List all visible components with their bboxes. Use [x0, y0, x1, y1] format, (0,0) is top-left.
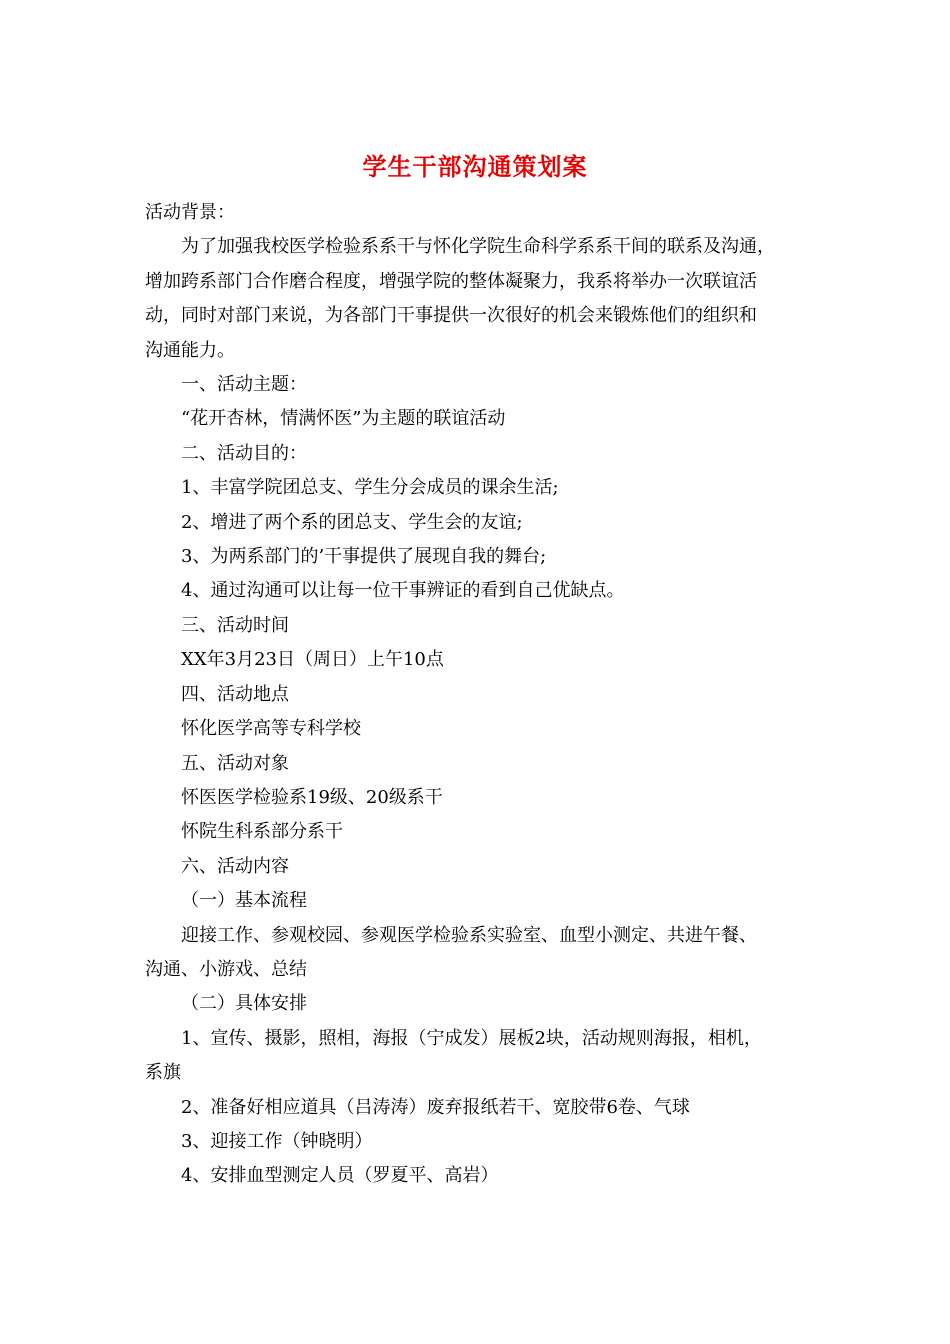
- background-line: 为了加强我校医学检验系系干与怀化学院生命科学系系干间的联系及沟通，: [181, 236, 775, 258]
- flow-line: 迎接工作、参观校园、参观医学检验系实验室、血型小测定、共进午餐、: [181, 924, 757, 946]
- target-line: 怀医医学检验系19级、20级系干: [181, 786, 443, 808]
- purpose-item: 1、丰富学院团总支、学生分会成员的课余生活;: [181, 477, 559, 499]
- purpose-item: 2、增进了两个系的团总支、学生会的友谊;: [181, 511, 523, 533]
- target-line: 怀院生科系部分系干: [181, 821, 343, 843]
- time-text: XX年3月23日（周日）上午10点: [181, 649, 444, 671]
- background-label: 活动背景：: [145, 202, 235, 223]
- flow-line: 沟通、小游戏、总结: [145, 958, 307, 980]
- flow-heading: （一）基本流程: [181, 890, 307, 912]
- theme-heading: 一、活动主题：: [181, 374, 307, 396]
- document-body: [145, 196, 809, 1194]
- place-text: 怀化医学高等专科学校: [181, 718, 361, 740]
- arrangement-line: 4、安排血型测定人员（罗夏平、高岩）: [181, 1165, 499, 1187]
- background-line: 增加跨系部门合作磨合程度，增强学院的整体凝聚力，我系将举办一次联谊活: [145, 270, 757, 292]
- arrangement-line: 3、迎接工作（钟晓明）: [181, 1130, 373, 1152]
- document-title: 学生干部沟通策划案: [362, 152, 588, 181]
- arrangement-line: 2、准备好相应道具（吕涛涛）废弃报纸若干、宽胶带6卷、气球: [181, 1096, 690, 1118]
- background-line: 沟通能力。: [145, 339, 235, 361]
- purpose-item: 3、为两系部门的’干事提供了展现自我的舞台;: [181, 546, 547, 568]
- time-heading: 三、活动时间: [181, 614, 289, 636]
- arrangement-line: 系旗: [145, 1062, 181, 1084]
- purpose-item: 4、通过沟通可以让每一位干事辨证的看到自己优缺点。: [181, 580, 625, 602]
- place-heading: 四、活动地点: [181, 683, 289, 705]
- arrangement-line: 1、宣传、摄影，照相，海报（宁成发）展板2块，活动规则海报，相机，: [181, 1027, 762, 1049]
- arrangement-heading: （二）具体安排: [181, 993, 307, 1015]
- purpose-heading: 二、活动目的：: [181, 442, 307, 464]
- theme-text: “花开杏林，情满怀医”为主题的联谊活动: [181, 408, 506, 430]
- target-heading: 五、活动对象: [181, 752, 289, 774]
- content-heading: 六、活动内容: [181, 855, 289, 877]
- background-line: 动，同时对部门来说，为各部门干事提供一次很好的机会来锻炼他们的组织和: [145, 305, 757, 327]
